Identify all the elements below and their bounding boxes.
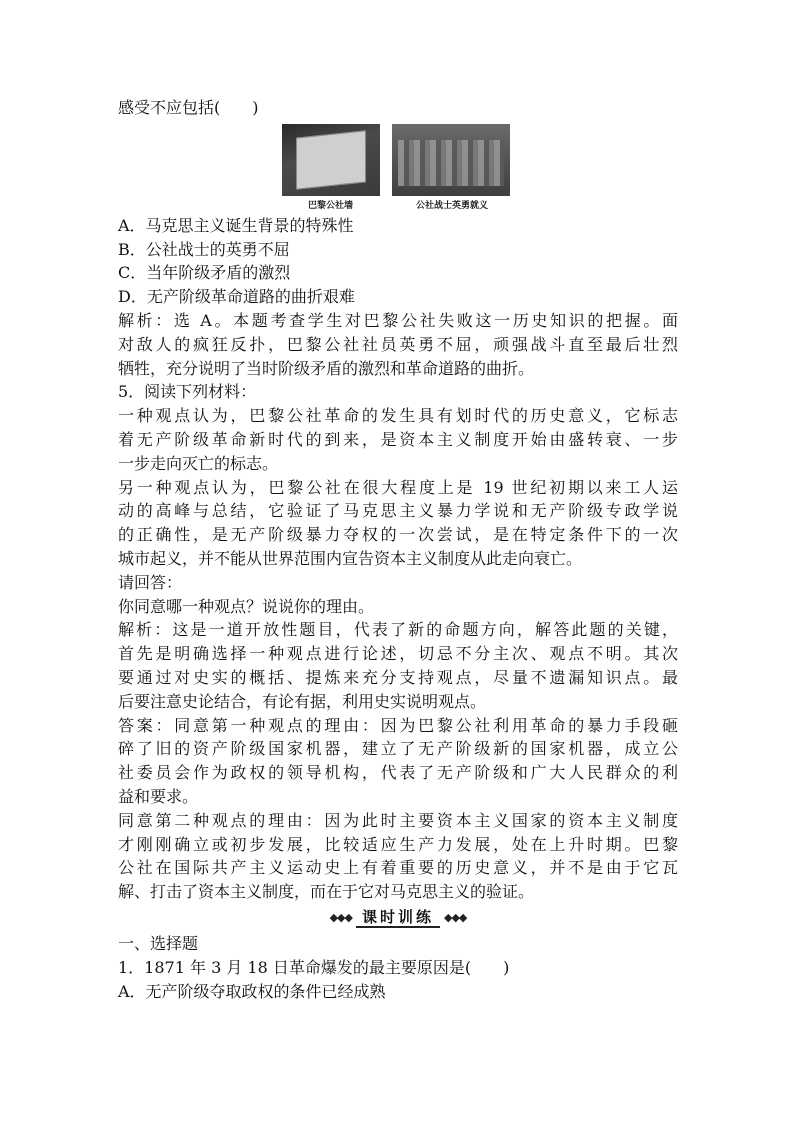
option-d: D．无产阶级革命道路的曲折艰难	[118, 287, 355, 307]
answer-q5-view-1: 答案：同意第一种观点的理由：因为巴黎公社利用革命的暴力手段砸 碎了旧的资产阶级国家机器，建立了无产阶级新的国家机器，成立公 社委员会作为政权的领导机构，代表了无产阶级和广大人民群众的利 益和要求。	[118, 715, 678, 806]
q5-question: 你同意哪一种观点？说说你的理由。	[118, 596, 375, 616]
figure-caption-left: 巴黎公社墙	[308, 200, 354, 211]
analysis-q4: 解析：选 A。本题考查学生对巴黎公社失败这一历史知识的把握。面 对敌人的疯狂反扑，巴黎公社社员英勇不屈，顽强战斗直至最后壮烈 牺牲，充分说明了当时阶级矛盾的激烈和革命道路的曲折。	[118, 310, 678, 378]
q5-view-2: 另一种观点认为，巴黎公社在很大程度上是 19 世纪初期以来工人运 动的高峰与总结，它验证了马克思主义暴力学说和无产阶级专政学说 的正确性，是无产阶级暴力夺权的一次尝试，是在特定条件下的一次 城市起义，并不能从世界范围内宣告资本主义制度从此走向衰亡。	[118, 477, 678, 568]
option-b: B．公社战士的英勇不屈	[118, 239, 290, 259]
question-5-intro: 5．阅读下列材料：	[118, 382, 257, 402]
question-4-stem-tail: 感受不应包括( )	[118, 98, 259, 117]
section-banner	[118, 906, 678, 930]
commune-fighters-photo	[392, 124, 510, 196]
banner-deco-left: ◆◆◆	[329, 911, 352, 925]
answer-q5-view-2: 同意第二种观点的理由：因为此时主要资本主义国家的资本主义制度 才刚刚确立或初步发展，比较适应生产力发展，处在上升时期。巴黎 公社在国际共产主义运动史上有着重要的历史意义，并不是由于它瓦 解、打击了资本主义制度，而在于它对马克思主义的验证。	[118, 810, 678, 902]
banner-deco-right: ◆◆◆	[444, 911, 467, 925]
q5-prompt: 请回答：	[118, 572, 183, 592]
figure	[118, 122, 678, 214]
q5-view-1: 一种观点认为，巴黎公社革命的发生具有划时代的历史意义，它标志 着无产阶级革命新时代的到来，是资本主义制度开始由盛转衰、一步 一步走向灭亡的标志。	[118, 406, 678, 473]
question-1-stem: 1．1871 年 3 月 18 日革命爆发的最主要原因是( )	[118, 957, 510, 977]
question-1-option-a: A．无产阶级夺取政权的条件已经成熟	[118, 981, 386, 1001]
option-c: C．当年阶级矛盾的激烈	[118, 263, 291, 283]
option-a: A．马克思主义诞生背景的特殊性	[118, 215, 354, 235]
section-title: 一、选择题	[118, 933, 199, 953]
figure-caption-right: 公社战士英勇就义	[416, 200, 489, 211]
banner-title: 课时训练	[356, 908, 440, 928]
paris-commune-wall-photo	[282, 124, 380, 196]
analysis-q5: 解析：这是一道开放性题目，代表了新的命题方向，解答此题的关键， 首先是明确选择一种观点进行论述，切忌不分主次、观点不明。其次 要通过对史实的概括、提炼来充分支持观点，尽量不遗漏知识点。最 后要注意史论结合，有论有据，利用史实说明观点。	[118, 620, 678, 711]
document-page	[118, 96, 678, 1003]
